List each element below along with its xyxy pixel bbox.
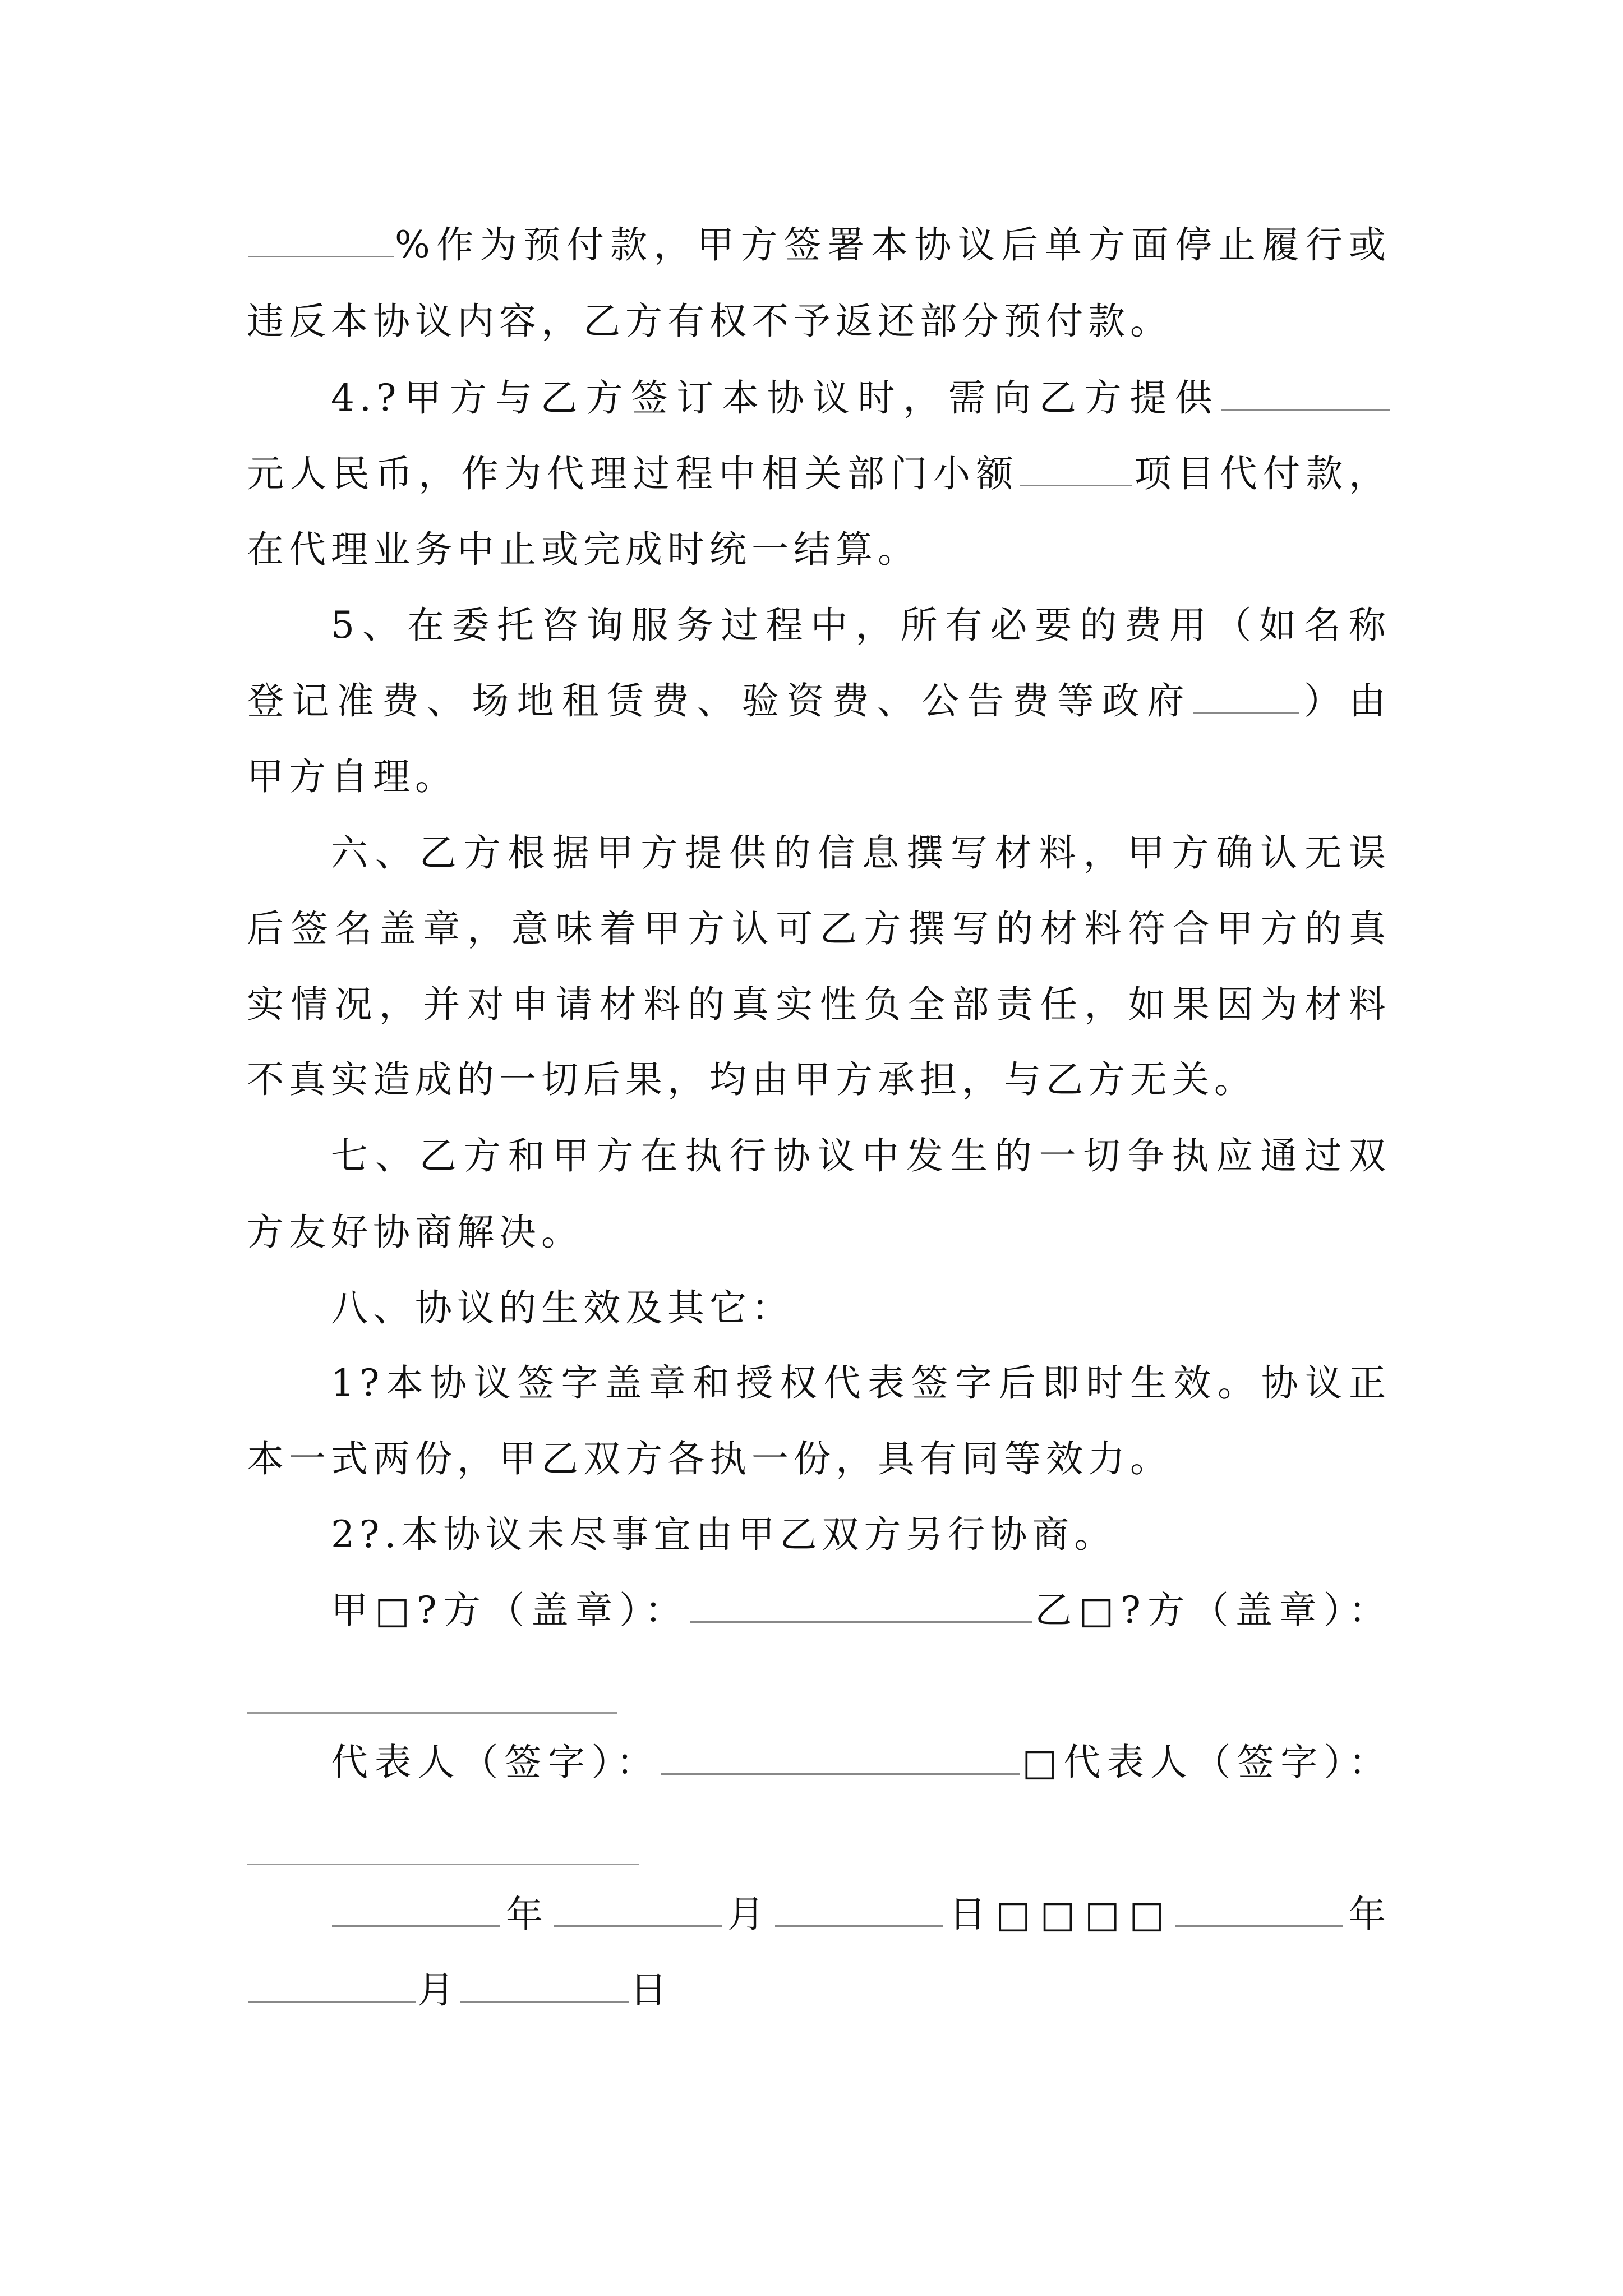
day-blank: [775, 1890, 943, 1927]
text-line: [247, 1434, 1391, 1484]
date-line: [247, 1965, 1391, 2016]
text-run: 在代理业务中止或完成时统一结算。: [247, 528, 920, 571]
text-run: 2?.本协议未尽事宜由甲乙双方另行协商。: [331, 1513, 1117, 1556]
text-run: 1?本协议签字盖章和授权代表签字后即时生效。协议正: [331, 1361, 1391, 1405]
text-run: 项目代付款，: [1133, 452, 1391, 495]
text-run: 方友好协商解决。: [247, 1211, 583, 1254]
party-b-seal-label: 乙□?方（盖章）：: [1033, 1589, 1391, 1632]
party-a-seal-blank: [690, 1586, 1032, 1623]
fill-blank: [1221, 374, 1390, 411]
section-6-line: [331, 828, 1391, 878]
text-run: %作为预付款，甲方签署本协议后单方面停止履行或: [395, 223, 1391, 266]
text-run: 5、在委托咨询服务过程中，所有必要的费用（如名称: [331, 604, 1391, 647]
year-label: 年: [1344, 1893, 1391, 1936]
text-run: 元人民币，作为代理过程中相关部门小额: [247, 452, 1019, 495]
text-run: 本一式两份，甲乙双方各执一份，具有同等效力。: [247, 1437, 1172, 1480]
text-line: [247, 979, 1391, 1030]
text-line: [247, 676, 1391, 726]
rep-a-label: 代表人（签字）：: [331, 1741, 660, 1784]
fill-blank: [1193, 677, 1299, 714]
month-blank: [248, 1966, 416, 2003]
representative-line: [331, 1737, 1391, 1788]
text-line: [247, 1055, 1391, 1105]
text-run: 后签名盖章，意味着甲方认可乙方撰写的材料符合甲方的真: [247, 907, 1391, 950]
day-blank: [460, 1966, 629, 2003]
year-blank: [332, 1890, 500, 1927]
party-b-seal-blank: [247, 1712, 617, 1714]
party-a-seal-label: 甲□?方（盖章）：: [331, 1589, 689, 1632]
text-line: [331, 1510, 1391, 1560]
text-line: [247, 296, 1391, 347]
text-run: 七、乙方和甲方在执行协议中发生的一切争执应通过双: [331, 1134, 1391, 1177]
section-7-line: [331, 1131, 1391, 1181]
text-run: 登记准费、场地租赁费、验资费、公告费等政府: [247, 679, 1192, 723]
text-run: 违反本协议内容，乙方有权不予返还部分预付款。: [247, 300, 1172, 343]
fill-blank: [248, 221, 394, 257]
text-run: 甲方自理。: [247, 755, 457, 798]
rep-b-blank: [247, 1864, 639, 1865]
text-run: 不真实造成的一切后果，均由甲方承担，与乙方无关。: [247, 1058, 1256, 1101]
month-label: 月: [723, 1893, 774, 1936]
party-seal-line: [331, 1585, 1391, 1636]
day-label: 日: [630, 1968, 672, 2012]
text-line: [247, 752, 1391, 802]
text-run: ）由: [1301, 679, 1391, 723]
text-run: 4.?甲方与乙方签订本协议时，需向乙方提供: [331, 376, 1220, 420]
month-label: 月: [417, 1968, 459, 2012]
item-5-line: [331, 600, 1391, 651]
year-label: 年: [501, 1893, 553, 1936]
text-run: 六、乙方根据甲方提供的信息撰写材料，甲方确认无误: [331, 831, 1391, 875]
text-run: 实情况，并对申请材料的真实性负全部责任，如果因为材料: [247, 983, 1391, 1026]
month-blank: [554, 1890, 722, 1927]
date-line: [331, 1889, 1391, 1940]
section-8-heading: [331, 1283, 1391, 1333]
text-line: [247, 1207, 1391, 1258]
day-label: 日□□□□: [944, 1893, 1174, 1936]
year-blank: [1175, 1890, 1343, 1927]
rep-a-blank: [661, 1738, 1020, 1775]
rep-b-label: □代表人（签字）：: [1021, 1741, 1391, 1784]
item-4-line: [331, 373, 1391, 424]
text-line: [247, 524, 1391, 575]
text-line: [247, 449, 1391, 499]
fill-blank: [1020, 450, 1132, 486]
text-line: [331, 1358, 1391, 1409]
text-line: [247, 220, 1391, 270]
text-line: [247, 904, 1391, 954]
text-run: 八、协议的生效及其它：: [331, 1286, 794, 1329]
